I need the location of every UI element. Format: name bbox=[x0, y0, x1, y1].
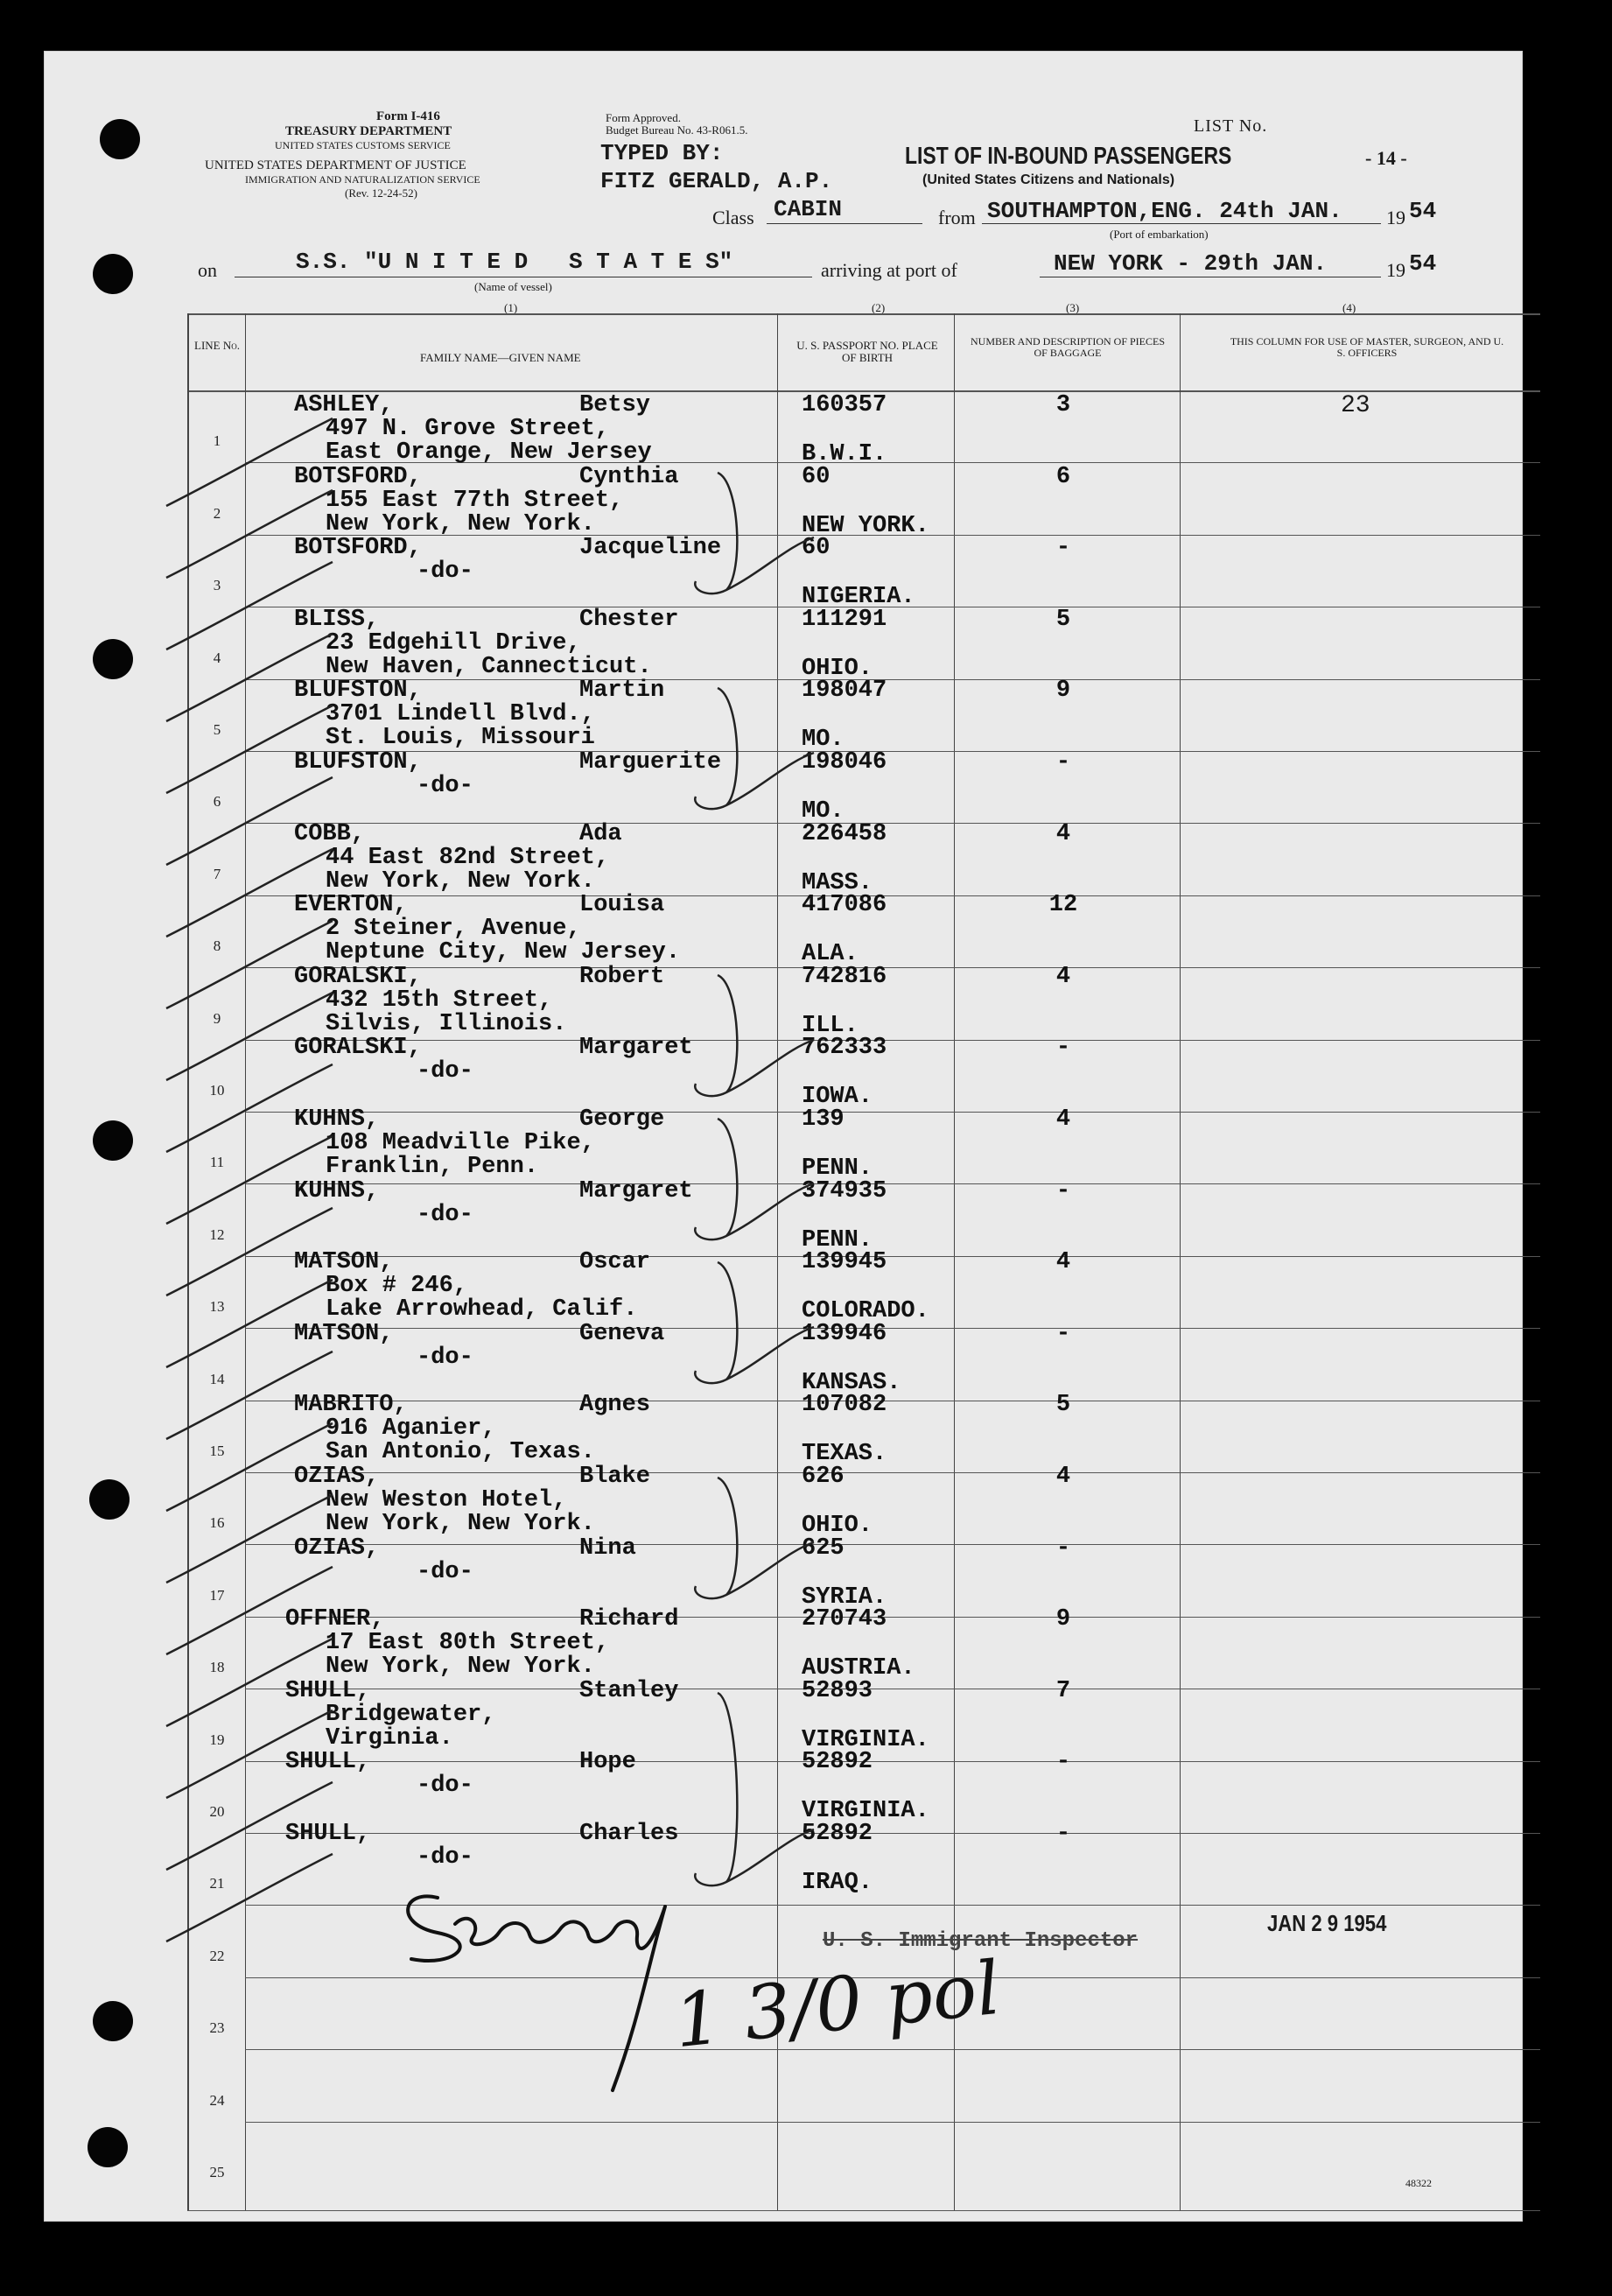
passenger-address-line2: Silvis, Illinois. bbox=[326, 1010, 567, 1037]
inspector-stamp: U. S. Immigrant Inspector bbox=[823, 1929, 1139, 1953]
arriving-year-suffix: 54 bbox=[1409, 250, 1437, 277]
table-passport-divider bbox=[954, 313, 955, 2211]
passenger-family-name: BOTSFORD, bbox=[294, 535, 422, 562]
typed-by-label: TYPED BY: bbox=[600, 140, 724, 166]
place-of-birth: MO. bbox=[802, 727, 845, 754]
passenger-address-line2: Virginia. bbox=[326, 1724, 453, 1752]
from-year-suffix: 54 bbox=[1409, 198, 1437, 224]
class-label: Class bbox=[712, 207, 754, 228]
passport-number: 139945 bbox=[802, 1249, 887, 1276]
passenger-address-line1: 497 N. Grove Street, bbox=[326, 416, 610, 442]
passenger-address-line1: 916 Aganier, bbox=[326, 1415, 496, 1443]
baggage-count: 7 bbox=[1055, 1677, 1071, 1704]
place-of-birth: ILL. bbox=[802, 1012, 859, 1039]
baggage-count: 5 bbox=[1055, 606, 1071, 633]
line-number: 17 bbox=[209, 1586, 225, 1604]
passport-number: 374935 bbox=[802, 1177, 887, 1204]
passenger-family-name: MATSON, bbox=[294, 1249, 394, 1276]
passport-number: 139946 bbox=[802, 1320, 887, 1347]
passenger-address-line1: -do- bbox=[417, 1058, 473, 1085]
passport-number: 417086 bbox=[802, 892, 887, 919]
customs-service: UNITED STATES CUSTOMS SERVICE bbox=[275, 139, 451, 151]
line-number: 10 bbox=[209, 1082, 225, 1099]
passport-number: 198047 bbox=[802, 678, 887, 705]
line-number: 1 bbox=[213, 432, 221, 450]
place-of-birth: COLORADO. bbox=[802, 1298, 929, 1325]
col-number-3: (3) bbox=[1066, 301, 1080, 314]
passenger-family-name: OFFNER, bbox=[285, 1606, 385, 1633]
passenger-address-line1: 108 Meadville Pike, bbox=[326, 1130, 595, 1156]
place-of-birth: IRAQ. bbox=[802, 1870, 873, 1896]
binder-hole bbox=[93, 1120, 133, 1161]
line-number: 2 bbox=[213, 504, 221, 522]
place-of-birth: PENN. bbox=[802, 1155, 873, 1182]
header-name: FAMILY NAME—GIVEN NAME bbox=[420, 351, 581, 364]
passenger-address-line1: 44 East 82nd Street, bbox=[326, 844, 610, 871]
passenger-given-name: Blake bbox=[579, 1464, 651, 1490]
passenger-family-name: BLUFSTON, bbox=[294, 749, 422, 776]
place-of-birth: B.W.I. bbox=[802, 441, 887, 467]
line-number: 15 bbox=[209, 1443, 225, 1459]
baggage-count: 4 bbox=[1055, 820, 1071, 847]
page-subtitle: (United States Citizens and Nationals) bbox=[922, 172, 1175, 187]
from-value: SOUTHAMPTON,ENG. 24th JAN. bbox=[987, 198, 1342, 224]
passenger-given-name: Cynthia bbox=[579, 463, 679, 490]
passport-number: 52892 bbox=[802, 1749, 873, 1776]
baggage-count: - bbox=[1055, 1035, 1071, 1062]
baggage-count: - bbox=[1055, 1320, 1071, 1347]
passenger-given-name: George bbox=[579, 1106, 665, 1133]
place-of-birth: NEW YORK. bbox=[802, 512, 929, 539]
immigration-service: IMMIGRATION AND NATURALIZATION SERVICE bbox=[245, 173, 480, 186]
passenger-given-name: Betsy bbox=[579, 392, 651, 418]
line-number: 7 bbox=[213, 865, 221, 882]
passenger-address-line2: New Haven, Cannecticut. bbox=[326, 653, 652, 680]
passenger-address-line2: St. Louis, Missouri bbox=[326, 725, 595, 752]
passenger-address-line2: Franklin, Penn. bbox=[326, 1154, 539, 1180]
from-label: from bbox=[938, 207, 976, 228]
passenger-address-line1: New Weston Hotel, bbox=[326, 1487, 567, 1513]
place-of-birth: NIGERIA. bbox=[802, 584, 915, 611]
baggage-count: 12 bbox=[1048, 892, 1078, 919]
table-bottom-border bbox=[187, 2210, 1540, 2211]
baggage-count: 4 bbox=[1055, 1106, 1071, 1133]
passenger-address-line2: New York, New York. bbox=[326, 1511, 595, 1537]
place-of-birth: TEXAS. bbox=[802, 1441, 887, 1468]
treasury-department: TREASURY DEPARTMENT bbox=[285, 124, 452, 138]
passenger-family-name: OZIAS, bbox=[294, 1464, 380, 1490]
vessel-name: S.S. "U N I T E D S T A T E S" bbox=[296, 249, 733, 275]
passenger-family-name: GORALSKI, bbox=[294, 963, 422, 990]
header-baggage: NUMBER AND DESCRIPTION OF PIECES OF BAGGAGE bbox=[970, 335, 1166, 359]
passenger-family-name: SHULL, bbox=[285, 1677, 371, 1704]
passport-number: 60 bbox=[802, 463, 831, 490]
line-number: 16 bbox=[209, 1514, 225, 1532]
passenger-address-line2: New York, New York. bbox=[326, 510, 595, 537]
passenger-address-line2: Neptune City, New Jersey. bbox=[326, 939, 681, 966]
col-number-1: (1) bbox=[504, 301, 518, 314]
place-of-birth: OHIO. bbox=[802, 1513, 873, 1539]
line-number: 12 bbox=[209, 1225, 225, 1243]
passport-number: 198046 bbox=[802, 749, 887, 776]
passenger-address-line1: Box # 246, bbox=[326, 1273, 468, 1300]
passport-number: 107082 bbox=[802, 1392, 887, 1419]
passenger-address-line1: -do- bbox=[417, 1344, 473, 1371]
passenger-address-line1: 2 Steiner, Avenue, bbox=[326, 916, 581, 943]
passport-number: 139 bbox=[802, 1106, 845, 1133]
line-number: 3 bbox=[213, 577, 221, 594]
passenger-family-name: BLUFSTON, bbox=[294, 678, 422, 705]
budget-bureau: Budget Bureau No. 43-R061.5. bbox=[606, 123, 748, 137]
passenger-family-name: SHULL, bbox=[285, 1821, 371, 1847]
passenger-family-name: COBB, bbox=[294, 820, 366, 847]
passenger-family-name: MABRITO, bbox=[294, 1392, 408, 1419]
passenger-family-name: EVERTON, bbox=[294, 892, 408, 919]
passenger-given-name: Louisa bbox=[579, 892, 665, 919]
binder-hole bbox=[100, 119, 140, 159]
passenger-given-name: Martin bbox=[579, 678, 665, 705]
baggage-count: 6 bbox=[1055, 463, 1071, 490]
passenger-address-line1: -do- bbox=[417, 773, 473, 799]
passenger-given-name: Oscar bbox=[579, 1249, 651, 1276]
passenger-given-name: Agnes bbox=[579, 1392, 651, 1419]
passenger-family-name: OZIAS, bbox=[294, 1534, 380, 1562]
binder-hole bbox=[89, 1479, 130, 1520]
line-number: 18 bbox=[209, 1659, 225, 1676]
passenger-given-name: Hope bbox=[579, 1749, 636, 1776]
handwritten-tick-marks bbox=[44, 51, 831, 1977]
baggage-count: - bbox=[1055, 1177, 1071, 1204]
line-number: 8 bbox=[213, 937, 221, 955]
passenger-given-name: Geneva bbox=[579, 1320, 665, 1347]
typed-by-name: FITZ GERALD, A.P. bbox=[600, 168, 833, 194]
passenger-given-name: Margaret bbox=[579, 1035, 693, 1062]
place-of-birth: VIRGINIA. bbox=[802, 1726, 929, 1753]
passenger-given-name: Marguerite bbox=[579, 749, 722, 776]
line-number: 9 bbox=[213, 1009, 221, 1027]
passenger-family-name: KUHNS, bbox=[294, 1177, 380, 1204]
line-number: 25 bbox=[209, 2164, 225, 2180]
passenger-family-name: SHULL, bbox=[285, 1749, 371, 1776]
form-number: Form I-416 bbox=[376, 109, 440, 123]
line-number: 6 bbox=[213, 793, 221, 811]
line-number: 22 bbox=[209, 1947, 225, 1964]
passenger-family-name: BLISS, bbox=[294, 606, 380, 633]
passenger-given-name: Jacqueline bbox=[579, 535, 722, 562]
baggage-count: 3 bbox=[1055, 392, 1071, 418]
place-of-birth: OHIO. bbox=[802, 655, 873, 682]
passenger-given-name: Ada bbox=[579, 820, 622, 847]
place-of-birth: KANSAS. bbox=[802, 1369, 901, 1396]
form-approved: Form Approved. bbox=[606, 111, 681, 124]
binder-hole bbox=[93, 639, 133, 679]
line-number: 4 bbox=[213, 649, 221, 666]
baggage-count: - bbox=[1055, 1749, 1071, 1776]
passenger-family-name: BOTSFORD, bbox=[294, 463, 422, 490]
binder-hole bbox=[88, 2127, 128, 2167]
place-of-birth: MASS. bbox=[802, 869, 873, 896]
passenger-address-line2: East Orange, New Jersey bbox=[326, 439, 652, 466]
passport-number: 111291 bbox=[802, 606, 887, 633]
passenger-given-name: Stanley bbox=[579, 1677, 679, 1704]
baggage-count: 4 bbox=[1055, 963, 1071, 990]
passport-number: 52892 bbox=[802, 1821, 873, 1847]
header-passport: U. S. PASSPORT NO. PLACE OF BIRTH bbox=[796, 339, 938, 365]
passenger-family-name: GORALSKI, bbox=[294, 1035, 422, 1062]
list-no-label: LIST No. bbox=[1194, 116, 1268, 136]
arriving-year-prefix: 19 bbox=[1386, 259, 1405, 281]
baggage-count: 4 bbox=[1055, 1249, 1071, 1276]
passenger-given-name: Margaret bbox=[579, 1177, 693, 1204]
passport-number: 762333 bbox=[802, 1035, 887, 1062]
baggage-count: - bbox=[1055, 535, 1071, 562]
baggage-count: - bbox=[1055, 1534, 1071, 1562]
arriving-label: arriving at port of bbox=[821, 259, 957, 281]
arriving-value: NEW YORK - 29th JAN. bbox=[1054, 250, 1328, 277]
line-number: 14 bbox=[209, 1370, 225, 1387]
passenger-given-name: Robert bbox=[579, 963, 665, 990]
on-label: on bbox=[198, 259, 217, 281]
passenger-family-name: ASHLEY, bbox=[294, 392, 394, 418]
revision-note: (Rev. 12-24-52) bbox=[345, 186, 417, 200]
col-number-4: (4) bbox=[1342, 301, 1356, 314]
form-code: 48322 bbox=[1405, 2177, 1432, 2189]
list-no-value: - 14 - bbox=[1365, 147, 1407, 169]
passport-number: 625 bbox=[802, 1534, 845, 1562]
passenger-given-name: Charles bbox=[579, 1821, 679, 1847]
header-officers: THIS COLUMN FOR USE OF MASTER, SURGEON, AND U. S. OFFICERS bbox=[1230, 335, 1504, 359]
place-of-birth: SYRIA. bbox=[802, 1583, 887, 1611]
baggage-count: 4 bbox=[1055, 1464, 1071, 1490]
passenger-address-line1: -do- bbox=[417, 1201, 473, 1228]
baggage-count: - bbox=[1055, 749, 1071, 776]
passenger-address-line2: San Antonio, Texas. bbox=[326, 1439, 595, 1466]
binder-hole bbox=[93, 2001, 133, 2041]
officers-note: 23 bbox=[1341, 392, 1370, 419]
passenger-address-line1: Bridgewater, bbox=[326, 1701, 496, 1728]
class-value: CABIN bbox=[774, 196, 843, 222]
passenger-family-name: KUHNS, bbox=[294, 1106, 380, 1133]
line-number: 19 bbox=[209, 1731, 225, 1748]
passport-number: 160357 bbox=[802, 392, 887, 418]
binder-hole bbox=[93, 254, 133, 294]
date-stamp: JAN 2 9 1954 bbox=[1267, 1910, 1387, 1936]
line-number: 24 bbox=[209, 2091, 225, 2109]
line-number: 20 bbox=[209, 1803, 225, 1820]
passenger-address-line1: 155 East 77th Street, bbox=[326, 487, 624, 514]
line-number: 11 bbox=[209, 1154, 225, 1171]
passenger-given-name: Richard bbox=[579, 1606, 679, 1633]
passenger-address-line2: New York, New York. bbox=[326, 1654, 595, 1681]
baggage-count: 9 bbox=[1055, 1606, 1071, 1633]
passport-number: 742816 bbox=[802, 963, 887, 990]
passport-number: 60 bbox=[802, 535, 831, 562]
line-number: 23 bbox=[209, 2019, 225, 2037]
passport-number: 226458 bbox=[802, 820, 887, 847]
page-title: LIST OF IN-BOUND PASSENGERS bbox=[905, 142, 1232, 169]
passenger-address-line1: -do- bbox=[417, 1773, 473, 1800]
from-underline bbox=[982, 223, 1381, 224]
baggage-count: 5 bbox=[1055, 1392, 1071, 1419]
passport-number: 270743 bbox=[802, 1606, 887, 1633]
passenger-address-line1: -do- bbox=[417, 1844, 473, 1871]
passport-number: 52893 bbox=[802, 1677, 873, 1704]
handwritten-note: 1 3/0 pol bbox=[669, 1944, 1005, 2065]
passenger-address-line1: -do- bbox=[417, 1558, 473, 1585]
passport-number: 626 bbox=[802, 1464, 845, 1490]
table-baggage-divider bbox=[1180, 313, 1181, 2211]
passenger-given-name: Chester bbox=[579, 606, 679, 633]
vessel-caption: (Name of vessel) bbox=[474, 280, 552, 293]
place-of-birth: AUSTRIA. bbox=[802, 1655, 915, 1682]
line-number: 13 bbox=[209, 1298, 225, 1316]
place-of-birth: MO. bbox=[802, 798, 845, 825]
header-line-no: LINE No. bbox=[194, 339, 240, 352]
justice-department: UNITED STATES DEPARTMENT OF JUSTICE bbox=[205, 158, 466, 172]
from-year-prefix: 19 bbox=[1386, 207, 1405, 228]
document-page bbox=[44, 51, 1523, 2222]
place-of-birth: IOWA. bbox=[802, 1084, 873, 1111]
col-number-2: (2) bbox=[872, 301, 886, 314]
passenger-address-line2: New York, New York. bbox=[326, 867, 595, 895]
baggage-count: 9 bbox=[1055, 678, 1071, 705]
place-of-birth: VIRGINIA. bbox=[802, 1798, 929, 1825]
port-embarkation-caption: (Port of embarkation) bbox=[1110, 228, 1209, 241]
passenger-given-name: Nina bbox=[579, 1534, 636, 1562]
baggage-count: - bbox=[1055, 1821, 1071, 1847]
passenger-address-line1: 3701 Lindell Blvd., bbox=[326, 701, 595, 728]
passenger-address-line1: -do- bbox=[417, 558, 473, 586]
passenger-address-line1: 23 Edgehill Drive, bbox=[326, 629, 581, 657]
place-of-birth: PENN. bbox=[802, 1226, 873, 1253]
passenger-address-line1: 432 15th Street, bbox=[326, 987, 553, 1014]
line-number: 21 bbox=[209, 1875, 225, 1892]
passenger-address-line1: 17 East 80th Street, bbox=[326, 1630, 610, 1657]
place-of-birth: ALA. bbox=[802, 941, 859, 968]
line-number: 5 bbox=[213, 721, 221, 738]
passenger-family-name: MATSON, bbox=[294, 1320, 394, 1347]
passenger-address-line2: Lake Arrowhead, Calif. bbox=[326, 1296, 638, 1324]
